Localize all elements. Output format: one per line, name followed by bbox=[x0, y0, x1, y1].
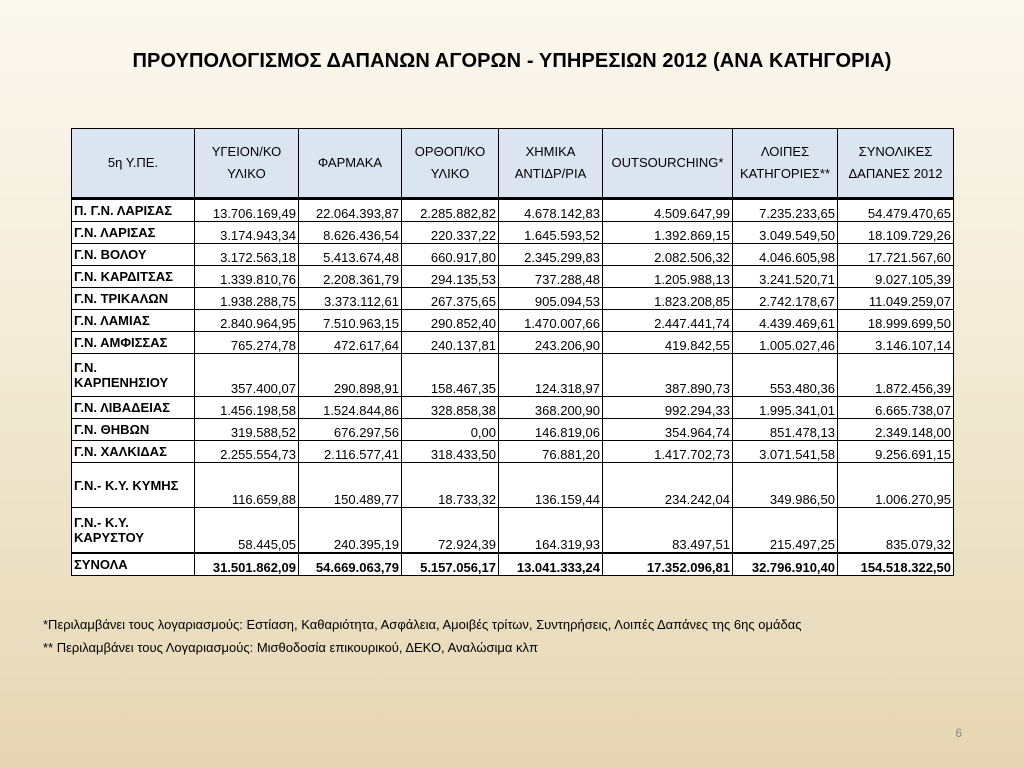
total-amount-cell: 5.157.056,17 bbox=[402, 553, 499, 576]
table-row bbox=[72, 266, 954, 288]
amount-cell: 11.049.259,07 bbox=[838, 288, 954, 310]
amount-cell: 17.721.567,60 bbox=[838, 244, 954, 266]
table-header-row bbox=[72, 129, 954, 199]
amount-cell: 13.706.169,49 bbox=[195, 199, 299, 222]
table-row bbox=[72, 222, 954, 244]
total-amount-cell: 17.352.096,81 bbox=[603, 553, 733, 576]
amount-cell: 72.924,39 bbox=[402, 508, 499, 554]
amount-cell: 1.456.198,58 bbox=[195, 397, 299, 419]
total-amount-cell: 13.041.333,24 bbox=[499, 553, 603, 576]
amount-cell: 2.447.441,74 bbox=[603, 310, 733, 332]
table-row bbox=[72, 463, 954, 508]
amount-cell: 6.665.738,07 bbox=[838, 397, 954, 419]
amount-cell: 4.509.647,99 bbox=[603, 199, 733, 222]
amount-cell: 220.337,22 bbox=[402, 222, 499, 244]
amount-cell: 8.626.436,54 bbox=[299, 222, 402, 244]
amount-cell: 234.242,04 bbox=[603, 463, 733, 508]
amount-cell: 3.241.520,71 bbox=[733, 266, 838, 288]
amount-cell: 54.479.470,65 bbox=[838, 199, 954, 222]
amount-cell: 18.733,32 bbox=[402, 463, 499, 508]
table-row bbox=[72, 332, 954, 354]
header-chemical-reagents: ΧΗΜΙΚΑ ΑΝΤΙΔΡ/ΡΙΑ bbox=[499, 129, 603, 199]
amount-cell: 368.200,90 bbox=[499, 397, 603, 419]
table-row bbox=[72, 508, 954, 554]
amount-cell: 7.510.963,15 bbox=[299, 310, 402, 332]
hospital-name-cell: Π. Γ.Ν. ΛΑΡΙΣΑΣ bbox=[72, 199, 195, 222]
footnotes bbox=[43, 613, 1003, 659]
amount-cell: 3.174.943,34 bbox=[195, 222, 299, 244]
amount-cell: 146.819,06 bbox=[499, 419, 603, 441]
amount-cell: 22.064.393,87 bbox=[299, 199, 402, 222]
amount-cell: 9.027.105,39 bbox=[838, 266, 954, 288]
table-row bbox=[72, 354, 954, 397]
amount-cell: 18.999.699,50 bbox=[838, 310, 954, 332]
total-label-cell: ΣΥΝΟΛΑ bbox=[72, 553, 195, 576]
amount-cell: 116.659,88 bbox=[195, 463, 299, 508]
amount-cell: 9.256.691,15 bbox=[838, 441, 954, 463]
hospital-name-cell: Γ.Ν. ΘΗΒΩΝ bbox=[72, 419, 195, 441]
amount-cell: 472.617,64 bbox=[299, 332, 402, 354]
hospital-name-cell: Γ.Ν. ΤΡΙΚΑΛΩΝ bbox=[72, 288, 195, 310]
hospital-name-cell: Γ.Ν. ΧΑΛΚΙΔΑΣ bbox=[72, 441, 195, 463]
amount-cell: 5.413.674,48 bbox=[299, 244, 402, 266]
amount-cell: 243.206,90 bbox=[499, 332, 603, 354]
amount-cell: 150.489,77 bbox=[299, 463, 402, 508]
hospital-name-cell: Γ.Ν. ΛΑΡΙΣΑΣ bbox=[72, 222, 195, 244]
amount-cell: 765.274,78 bbox=[195, 332, 299, 354]
amount-cell: 354.964,74 bbox=[603, 419, 733, 441]
amount-cell: 2.255.554,73 bbox=[195, 441, 299, 463]
header-outsourcing: OUTSOURCHING* bbox=[603, 129, 733, 199]
amount-cell: 2.345.299,83 bbox=[499, 244, 603, 266]
amount-cell: 676.297,56 bbox=[299, 419, 402, 441]
amount-cell: 76.881,20 bbox=[499, 441, 603, 463]
amount-cell: 319.588,52 bbox=[195, 419, 299, 441]
amount-cell: 3.071.541,58 bbox=[733, 441, 838, 463]
amount-cell: 328.858,38 bbox=[402, 397, 499, 419]
amount-cell: 1.524.844,86 bbox=[299, 397, 402, 419]
table-row bbox=[72, 288, 954, 310]
total-amount-cell: 154.518.322,50 bbox=[838, 553, 954, 576]
amount-cell: 2.742.178,67 bbox=[733, 288, 838, 310]
amount-cell: 215.497,25 bbox=[733, 508, 838, 554]
amount-cell: 349.986,50 bbox=[733, 463, 838, 508]
amount-cell: 267.375,65 bbox=[402, 288, 499, 310]
amount-cell: 4.046.605,98 bbox=[733, 244, 838, 266]
footnote-other-categories: ** Περιλαμβάνει τους Λογαριασμούς: Μισθοδοσία επικουρικού, ΔΕΚΟ, Αναλώσιμα κλπ bbox=[43, 640, 538, 655]
amount-cell: 1.995.341,01 bbox=[733, 397, 838, 419]
amount-cell: 0,00 bbox=[402, 419, 499, 441]
amount-cell: 992.294,33 bbox=[603, 397, 733, 419]
header-total-expenses: ΣΥΝΟΛΙΚΕΣ ΔΑΠΑΝΕΣ 2012 bbox=[838, 129, 954, 199]
amount-cell: 164.319,93 bbox=[499, 508, 603, 554]
header-pharmaceuticals: ΦΑΡΜΑΚΑ bbox=[299, 129, 402, 199]
amount-cell: 3.172.563,18 bbox=[195, 244, 299, 266]
amount-cell: 851.478,13 bbox=[733, 419, 838, 441]
amount-cell: 1.392.869,15 bbox=[603, 222, 733, 244]
amount-cell: 553.480,36 bbox=[733, 354, 838, 397]
amount-cell: 2.840.964,95 bbox=[195, 310, 299, 332]
total-amount-cell: 32.796.910,40 bbox=[733, 553, 838, 576]
slide-title: ΠΡΟΥΠΟΛΟΓΙΣΜΟΣ ΔΑΠΑΝΩΝ ΑΓΟΡΩΝ - ΥΠΗΡΕΣΙΩΝ 2012 (ΑΝΑ ΚΑΤΗΓΟΡΙΑ) bbox=[132, 50, 892, 72]
amount-cell: 83.497,51 bbox=[603, 508, 733, 554]
hospital-name-cell: Γ.Ν.- Κ.Υ. ΚΑΡΥΣΤΟΥ bbox=[72, 508, 195, 554]
page-number: 6 bbox=[955, 726, 962, 740]
amount-cell: 905.094,53 bbox=[499, 288, 603, 310]
table-body bbox=[72, 199, 954, 576]
amount-cell: 2.116.577,41 bbox=[299, 441, 402, 463]
amount-cell: 240.137,81 bbox=[402, 332, 499, 354]
table-row bbox=[72, 419, 954, 441]
amount-cell: 124.318,97 bbox=[499, 354, 603, 397]
amount-cell: 3.373.112,61 bbox=[299, 288, 402, 310]
hospital-name-cell: Γ.Ν.- Κ.Υ. ΚΥΜΗΣ bbox=[72, 463, 195, 508]
amount-cell: 1.938.288,75 bbox=[195, 288, 299, 310]
amount-cell: 1.872.456,39 bbox=[838, 354, 954, 397]
amount-cell: 1.339.810,76 bbox=[195, 266, 299, 288]
amount-cell: 290.898,91 bbox=[299, 354, 402, 397]
amount-cell: 294.135,53 bbox=[402, 266, 499, 288]
amount-cell: 3.049.549,50 bbox=[733, 222, 838, 244]
amount-cell: 3.146.107,14 bbox=[838, 332, 954, 354]
amount-cell: 136.159,44 bbox=[499, 463, 603, 508]
amount-cell: 7.235.233,65 bbox=[733, 199, 838, 222]
budget-table bbox=[71, 128, 954, 576]
amount-cell: 2.285.882,82 bbox=[402, 199, 499, 222]
amount-cell: 318.433,50 bbox=[402, 441, 499, 463]
amount-cell: 1.823.208,85 bbox=[603, 288, 733, 310]
header-sanitary-material: ΥΓΕΙΟΝ/ΚΟ ΥΛΙΚΟ bbox=[195, 129, 299, 199]
amount-cell: 290.852,40 bbox=[402, 310, 499, 332]
amount-cell: 1.005.027,46 bbox=[733, 332, 838, 354]
amount-cell: 387.890,73 bbox=[603, 354, 733, 397]
amount-cell: 1.417.702,73 bbox=[603, 441, 733, 463]
table-row bbox=[72, 441, 954, 463]
table-row bbox=[72, 310, 954, 332]
amount-cell: 1.645.593,52 bbox=[499, 222, 603, 244]
amount-cell: 58.445,05 bbox=[195, 508, 299, 554]
table-total-row bbox=[72, 553, 954, 576]
amount-cell: 4.439.469,61 bbox=[733, 310, 838, 332]
amount-cell: 18.109.729,26 bbox=[838, 222, 954, 244]
amount-cell: 835.079,32 bbox=[838, 508, 954, 554]
hospital-name-cell: Γ.Ν. ΑΜΦΙΣΣΑΣ bbox=[72, 332, 195, 354]
table-row bbox=[72, 244, 954, 266]
total-amount-cell: 54.669.063,79 bbox=[299, 553, 402, 576]
amount-cell: 357.400,07 bbox=[195, 354, 299, 397]
amount-cell: 2.208.361,79 bbox=[299, 266, 402, 288]
table-row bbox=[72, 397, 954, 419]
amount-cell: 1.470.007,66 bbox=[499, 310, 603, 332]
amount-cell: 2.349.148,00 bbox=[838, 419, 954, 441]
amount-cell: 1.006.270,95 bbox=[838, 463, 954, 508]
amount-cell: 2.082.506,32 bbox=[603, 244, 733, 266]
amount-cell: 660.917,80 bbox=[402, 244, 499, 266]
header-region: 5η Υ.ΠΕ. bbox=[72, 129, 195, 199]
amount-cell: 240.395,19 bbox=[299, 508, 402, 554]
amount-cell: 4.678.142,83 bbox=[499, 199, 603, 222]
table-row bbox=[72, 199, 954, 222]
header-other-categories: ΛΟΙΠΕΣ ΚΑΤΗΓΟΡΙΕΣ** bbox=[733, 129, 838, 199]
amount-cell: 419.842,55 bbox=[603, 332, 733, 354]
header-orthopedic-material: ΟΡΘΟΠ/ΚΟ ΥΛΙΚΟ bbox=[402, 129, 499, 199]
amount-cell: 158.467,35 bbox=[402, 354, 499, 397]
hospital-name-cell: Γ.Ν. ΛΙΒΑΔΕΙΑΣ bbox=[72, 397, 195, 419]
hospital-name-cell: Γ.Ν. ΒΟΛΟΥ bbox=[72, 244, 195, 266]
footnote-outsourcing: *Περιλαμβάνει τους λογαριασμούς: Εστίαση, Καθαριότητα, Ασφάλεια, Αμοιβές τρίτων, Συντηρήσεις, Λοιπές Δαπάνες της 6ης ομάδας bbox=[43, 617, 802, 632]
hospital-name-cell: Γ.Ν. ΛΑΜΙΑΣ bbox=[72, 310, 195, 332]
hospital-name-cell: Γ.Ν. ΚΑΡΔΙΤΣΑΣ bbox=[72, 266, 195, 288]
hospital-name-cell: Γ.Ν. ΚΑΡΠΕΝΗΣΙΟΥ bbox=[72, 354, 195, 397]
total-amount-cell: 31.501.862,09 bbox=[195, 553, 299, 576]
amount-cell: 737.288,48 bbox=[499, 266, 603, 288]
amount-cell: 1.205.988,13 bbox=[603, 266, 733, 288]
